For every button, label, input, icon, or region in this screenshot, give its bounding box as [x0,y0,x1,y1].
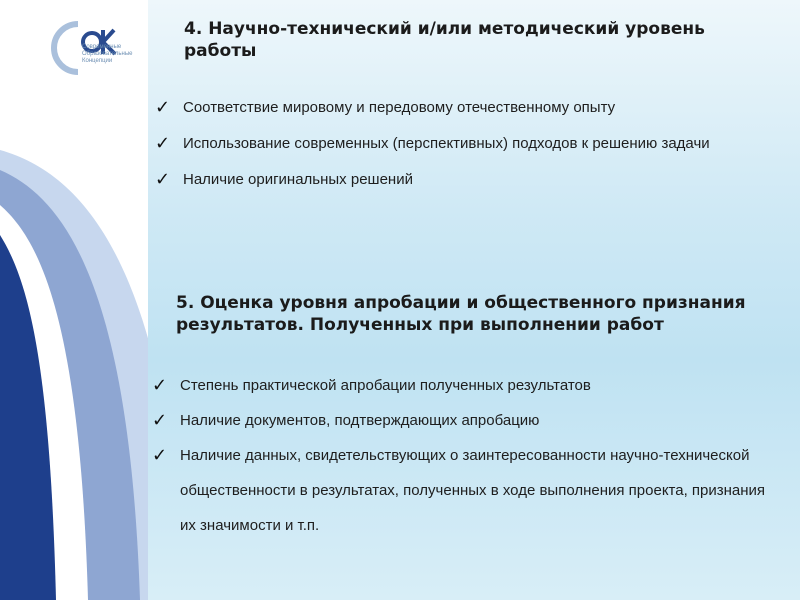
logo-line: Концепции [82,58,113,64]
logo-text [82,44,152,65]
list-item: ✓ Наличие документов, подтверждающих апробацию [180,403,780,438]
list-item: ✓ Наличие оригинальных решений [183,162,763,198]
check-icon: ✓ [152,410,168,431]
section-4-list [155,90,763,198]
check-icon: ✓ [155,97,171,118]
list-item: ✓ Наличие данных, свидетельствующих о заинтересованности научно-технической общественности в результатах, полученных в ходе выполнения проекта, признания их значимости и т.п. [180,438,780,543]
check-icon: ✓ [152,375,168,396]
logo-line: Современные [82,44,122,50]
section-5-title: 5. Оценка уровня апробации и общественного признания результатов. Полученных при выполнении работ [176,293,746,335]
logo-line: Образовательные [82,51,133,57]
section-4-title: 4. Научно-технический и/или методический уровень работы [184,19,705,61]
list-item: ✓ Соответствие мировому и передовому отечественному опыту [183,90,763,126]
section-5-list [152,368,780,543]
check-icon: ✓ [152,445,168,466]
list-item: ✓ Использование современных (перспективных) подходов к решению задачи [183,126,763,162]
list-item: ✓ Степень практической апробации полученных результатов [180,368,780,403]
check-icon: ✓ [155,169,171,190]
check-icon: ✓ [155,133,171,154]
